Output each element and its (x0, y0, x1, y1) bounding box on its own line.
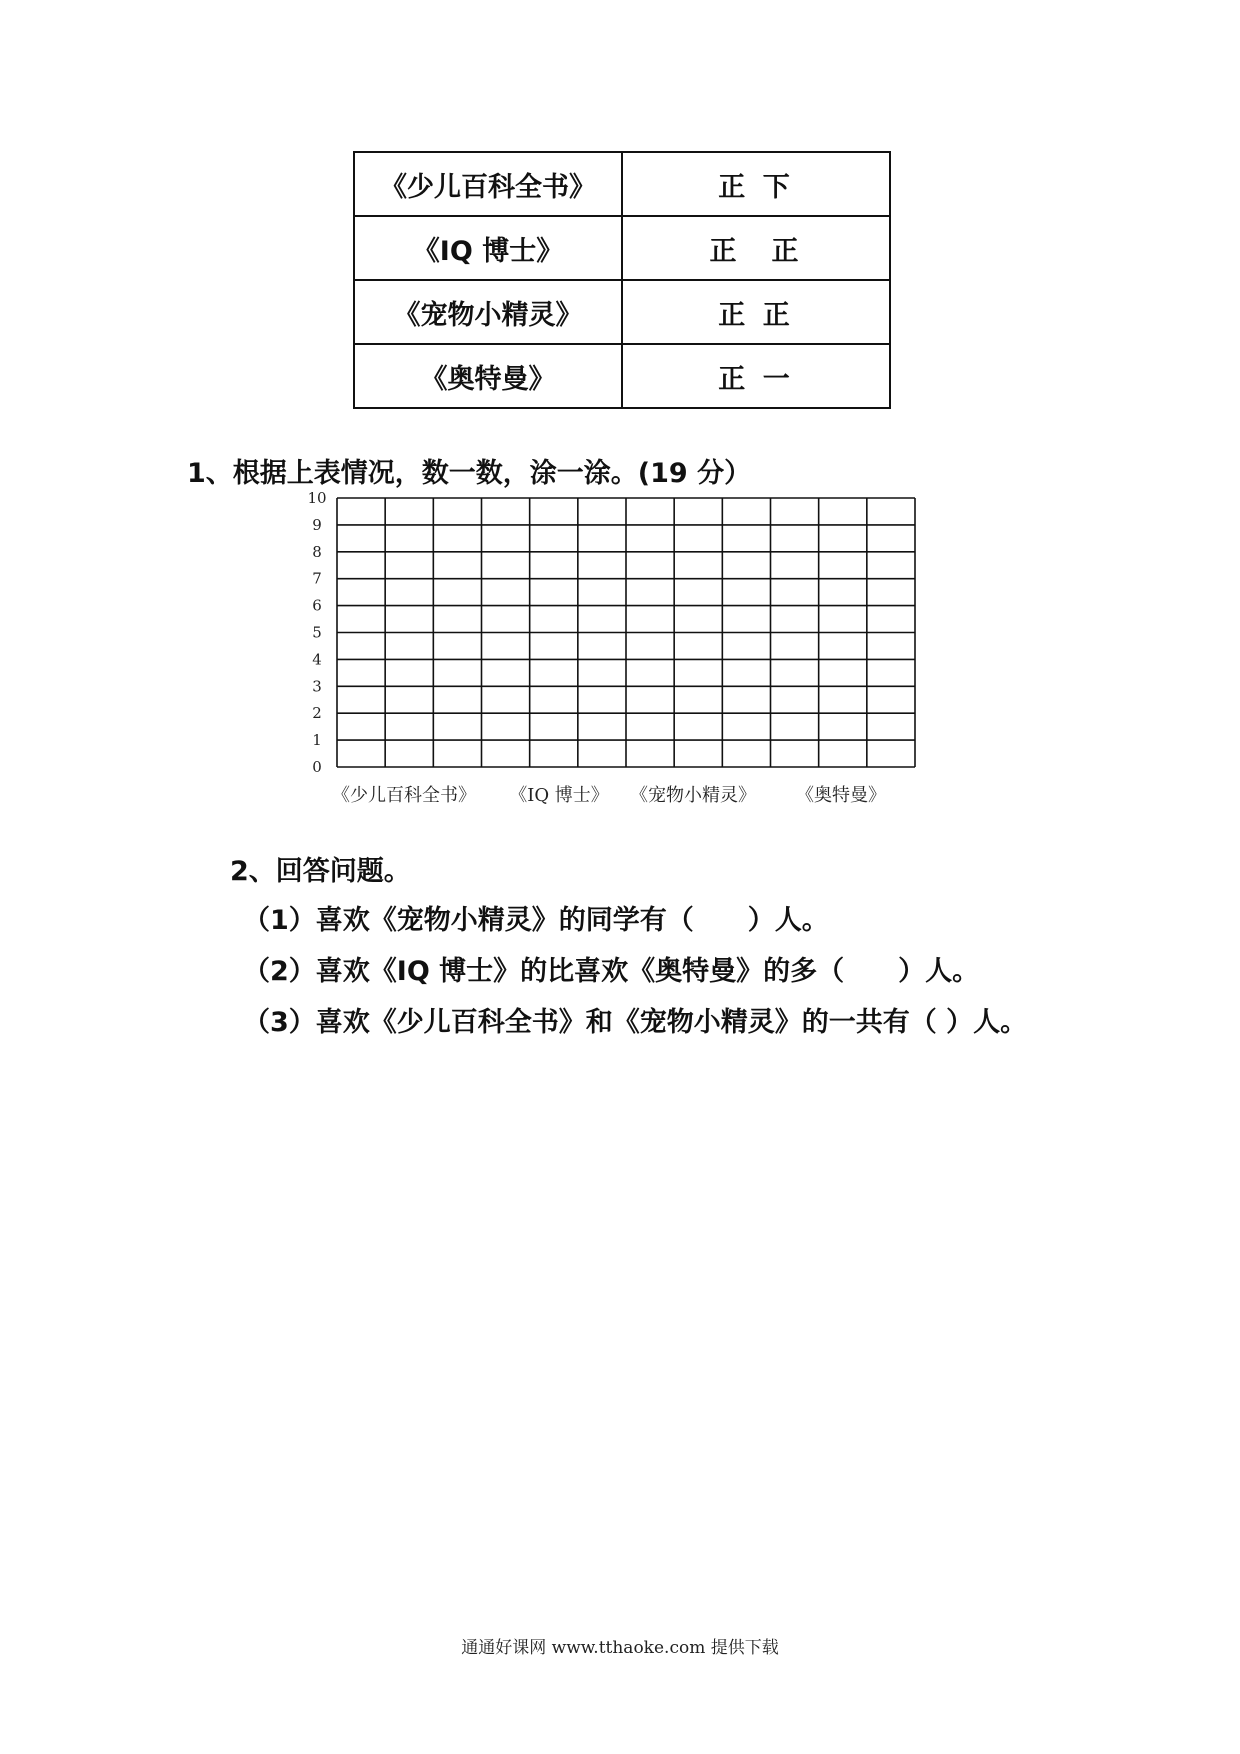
bar-chart-grid (300, 492, 930, 812)
y-tick-label: 9 (312, 515, 322, 534)
table-row (354, 216, 890, 280)
table-row (354, 152, 890, 216)
y-tick-label: 0 (312, 758, 322, 776)
table-row (354, 280, 890, 344)
y-tick-label: 4 (312, 650, 322, 669)
y-tick-label: 1 (312, 731, 322, 750)
x-category-label: 《奥特曼》 (796, 785, 886, 806)
question-2-title: 2、回答问题。 (230, 856, 411, 887)
x-category-label: 《少儿百科全书》 (332, 785, 476, 806)
sub-question-3: （3）喜欢《少儿百科全书》和《宠物小精灵》的一共有（ ）人。 (243, 1007, 1028, 1038)
tally-cell: 正 正 (622, 280, 890, 344)
y-tick-label: 10 (307, 492, 327, 507)
tally-cell: 正 正 (622, 216, 890, 280)
y-tick-label: 5 (312, 623, 322, 642)
y-tick-label: 6 (312, 596, 322, 615)
y-tick-label: 8 (312, 542, 322, 561)
book-cell: 《少儿百科全书》 (354, 152, 622, 216)
book-cell: 《奥特曼》 (354, 344, 622, 408)
footer-text: 通通好课网 www.tthaoke.com 提供下载 (461, 1638, 779, 1658)
book-cell: 《IQ 博士》 (354, 216, 622, 280)
sub-question-1: （1）喜欢《宠物小精灵》的同学有（ ）人。 (243, 905, 829, 936)
sub-question-2: （2）喜欢《IQ 博士》的比喜欢《奥特曼》的多（ ）人。 (243, 956, 980, 987)
tally-cell: 正 一 (622, 344, 890, 408)
x-category-label: 《IQ 博士》 (509, 785, 609, 806)
question-1: 1、根据上表情况，数一数，涂一涂。(19 分） (187, 458, 752, 489)
y-tick-label: 3 (312, 677, 322, 696)
y-tick-label: 2 (312, 704, 322, 723)
tally-table (353, 151, 891, 409)
x-category-label: 《宠物小精灵》 (630, 785, 756, 806)
y-tick-label: 7 (312, 569, 322, 588)
book-cell: 《宠物小精灵》 (354, 280, 622, 344)
table-row (354, 344, 890, 408)
tally-cell: 正 下 (622, 152, 890, 216)
